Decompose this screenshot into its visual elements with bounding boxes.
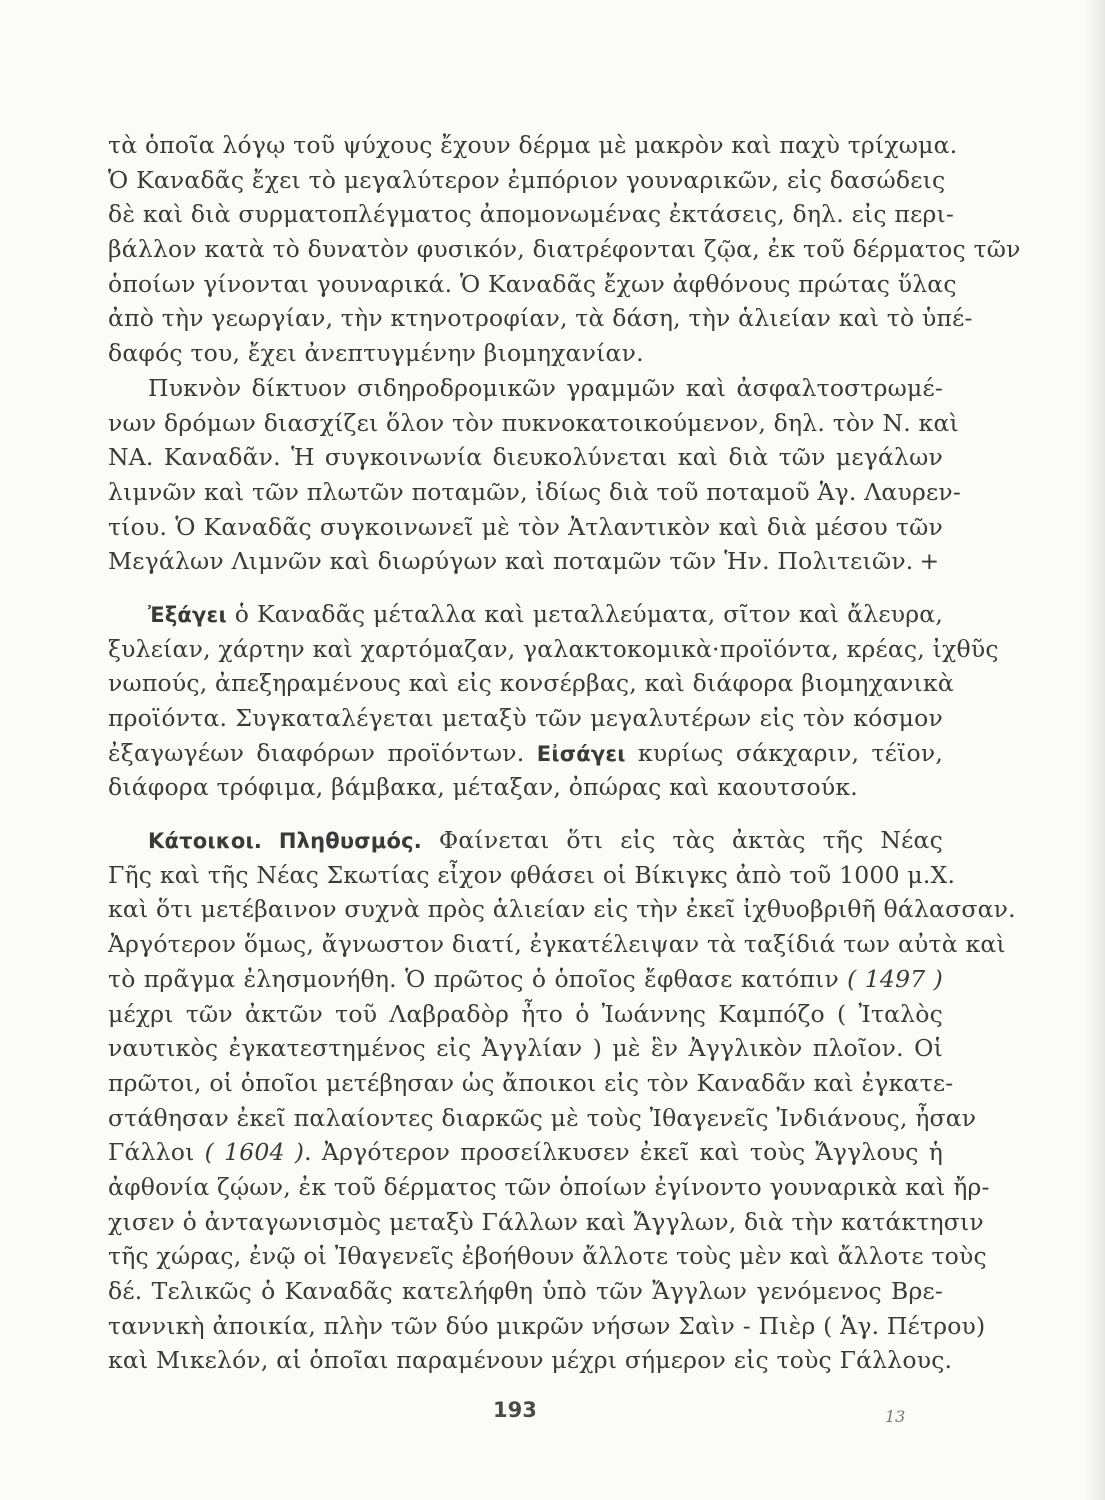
text-line: καὶ ὅτι μετέβαινον συχνὰ πρὸς ἁλιείαν εἰς τὴν ἐκεῖ ἰχθυοβριθῆ θάλασσαν. xyxy=(108,895,1016,924)
text-line: ξυλείαν, χάρτην καὶ χαρτόμαζαν, γαλακτοκομικὰ·προϊόντα, κρέας, ἰχθῦς xyxy=(108,634,999,663)
paragraph-gap xyxy=(108,579,943,597)
text-line: διάφορα τρόφιμα, βάμβακα, μέταξαν, ὀπώρας καὶ καουτσούκ. xyxy=(108,773,858,802)
text-line: μέχρι τῶν ἀκτῶν τοῦ Λαβραδὸρ ἦτο ὁ Ἰωάννης Καμπόζο ( Ἰταλὸς xyxy=(108,999,943,1028)
text-line: ἀπὸ τὴν γεωργίαν, τὴν κτηνοτροφίαν, τὰ δάση, τὴν ἁλιείαν καὶ τὸ ὑπέ- xyxy=(108,304,973,333)
line-text: Γάλλοι xyxy=(108,1138,195,1167)
text-line: χισεν ὁ ἀνταγωνισμὸς μεταξὺ Γάλλων καὶ Ἄγγλων, διὰ τὴν κατάκτησιν xyxy=(108,1207,984,1236)
year-1604: ( 1604 ) xyxy=(204,1138,305,1167)
text-line: νων δρόμων διασχίζει ὅλον τὸν πυκνοκατοικούμενον, δηλ. τὸν Ν. καὶ xyxy=(108,408,959,437)
body-text xyxy=(108,128,1021,1378)
line-text: Μεγάλων Λιμνῶν καὶ διωρύγων καὶ ποταμῶν τῶν Ἡν. Πολιτειῶν. xyxy=(108,547,914,576)
bold-keyword-exports: Ἐξάγει xyxy=(148,602,227,627)
text-line: ὁποίων γίνονται γουναρικά. Ὁ Καναδᾶς ἔχων ἀφθόνους πρώτας ὕλας xyxy=(108,269,957,298)
text-line: βάλλον κατὰ τὸ δυνατὸν φυσικόν, διατρέφονται ζῷα, ἐκ τοῦ δέρματος τῶν xyxy=(108,235,1021,264)
text-line: ἀφθονία ζῴων, ἐκ τοῦ δέρματος τῶν ὁποίων ἐγίνοντο γουναρικὰ καὶ ἤρ- xyxy=(108,1172,990,1201)
line-text: ἐξαγωγέων διαφόρων προϊόντων. xyxy=(108,738,525,767)
text-line: πρῶτοι, οἱ ὁποῖοι μετέβησαν ὡς ἄποικοι εἰς τὸν Καναδᾶν καὶ ἐγκατε- xyxy=(108,1068,954,1097)
text-line: δαφός του, ἔχει ἀνεπτυγμένην βιομηχανίαν. xyxy=(108,339,644,368)
line-text: ὁ Καναδᾶς μέταλλα καὶ μεταλλεύματα, σῖτον καὶ ἄλευρα, xyxy=(226,599,943,628)
text-line: λιμνῶν καὶ τῶν πλωτῶν ποταμῶν, ἰδίως διὰ τοῦ ποταμοῦ Ἁγ. Λαυρεν- xyxy=(108,477,962,506)
text-line: καὶ Μικελόν, αἱ ὁποῖαι παραμένουν μέχρι σήμερον εἰς τοὺς Γάλλους. xyxy=(108,1346,953,1375)
text-line: τίου. Ὁ Καναδᾶς συγκοινωνεῖ μὲ τὸν Ἀτλαντικὸν καὶ διὰ μέσου τῶν xyxy=(108,512,943,541)
bold-keyword-imports: Εἰσάγει xyxy=(536,741,626,766)
text-line: Ἀργότερον ὅμως, ἄγνωστον διατί, ἐγκατέλειψαν τὰ ταξίδιά των αὐτὰ καὶ xyxy=(108,930,1006,959)
margin-cross-mark: + xyxy=(919,547,940,576)
text-line: Ὁ Καναδᾶς ἔχει τὸ μεγαλύτερον ἐμπόριον γουναρικῶν, εἰς δασώδεις xyxy=(108,165,946,194)
binding-shadow xyxy=(1083,0,1105,1500)
text-line xyxy=(108,736,943,771)
text-line: ΝΑ. Καναδᾶν. Ἡ συγκοινωνία διευκολύνεται καὶ διὰ τῶν μεγάλων xyxy=(108,443,943,472)
paragraph-gap xyxy=(108,805,943,823)
text-line: νωπούς, ἀπεξηραμένους καὶ εἰς κονσέρβας, καὶ διάφορα βιομηχανικὰ xyxy=(108,669,954,698)
text-line: δέ. Τελικῶς ὁ Καναδᾶς κατελήφθη ὑπὸ τῶν Ἄγγλων γενόμενος Βρε- xyxy=(108,1277,943,1305)
text-line xyxy=(108,962,943,997)
line-text: τὸ πρᾶγμα ἐλησμονήθη. Ὁ πρῶτος ὁ ὁποῖος ἔφθασε κατόπιν xyxy=(108,964,839,993)
section-heading: Κάτοικοι. Πληθυσμός. xyxy=(148,829,422,854)
text-line xyxy=(108,544,943,579)
text-line: τὰ ὁποῖα λόγῳ τοῦ ψύχους ἔχουν δέρμα μὲ μακρὸν καὶ παχὺ τρίχωμα. xyxy=(108,131,958,159)
year-1497: ( 1497 ) xyxy=(847,964,943,993)
text-line xyxy=(108,597,943,632)
text-line: δὲ καὶ διὰ συρματοπλέγματος ἀπομονωμένας ἐκτάσεις, δηλ. εἰς περι- xyxy=(108,200,955,229)
sheet-signature-mark: 13 xyxy=(885,1407,906,1426)
line-text: Φαίνεται ὅτι εἰς τὰς ἀκτὰς τῆς Νέας xyxy=(421,826,943,855)
text-line xyxy=(108,823,943,858)
text-line: τῆς χώρας, ἐνῷ οἱ Ἰθαγενεῖς ἐβοήθουν ἄλλοτε τοὺς μὲν καὶ ἄλλοτε τοὺς xyxy=(108,1242,987,1271)
text-line: ταννικὴ ἀποικία, πλὴν τῶν δύο μικρῶν νήσων Σαὶν - Πιὲρ ( Ἁγ. Πέτρου) xyxy=(108,1311,986,1340)
page-number: 193 xyxy=(493,1398,537,1422)
text-line: προϊόντα. Συγκαταλέγεται μεταξὺ τῶν μεγαλυτέρων εἰς τὸν κόσμον xyxy=(108,704,943,732)
text-line: Γῆς καὶ τῆς Νέας Σκωτίας εἶχον φθάσει οἱ Βίκιγκς ἀπὸ τοῦ 1000 μ.Χ. xyxy=(108,860,956,889)
line-text: κυρίως σάκχαριν, τέϊον, xyxy=(625,738,944,767)
text-line: στάθησαν ἐκεῖ παλαίοντες διαρκῶς μὲ τοὺς Ἰθαγενεῖς Ἰνδιάνους, ἦσαν xyxy=(108,1103,977,1132)
text-line: Πυκνὸν δίκτυον σιδηροδρομικῶν γραμμῶν καὶ ἀσφαλτοστρωμέ- xyxy=(148,373,943,402)
line-text: . Ἀργότερον προσείλκυσεν ἐκεῖ καὶ τοὺς Ἄγγλους ἡ xyxy=(304,1138,944,1167)
text-line xyxy=(108,1135,943,1170)
text-line: ναυτικὸς ἐγκατεστημένος εἰς Ἀγγλίαν ) μὲ ἓν Ἀγγλικὸν πλοῖον. Οἱ xyxy=(108,1034,943,1063)
